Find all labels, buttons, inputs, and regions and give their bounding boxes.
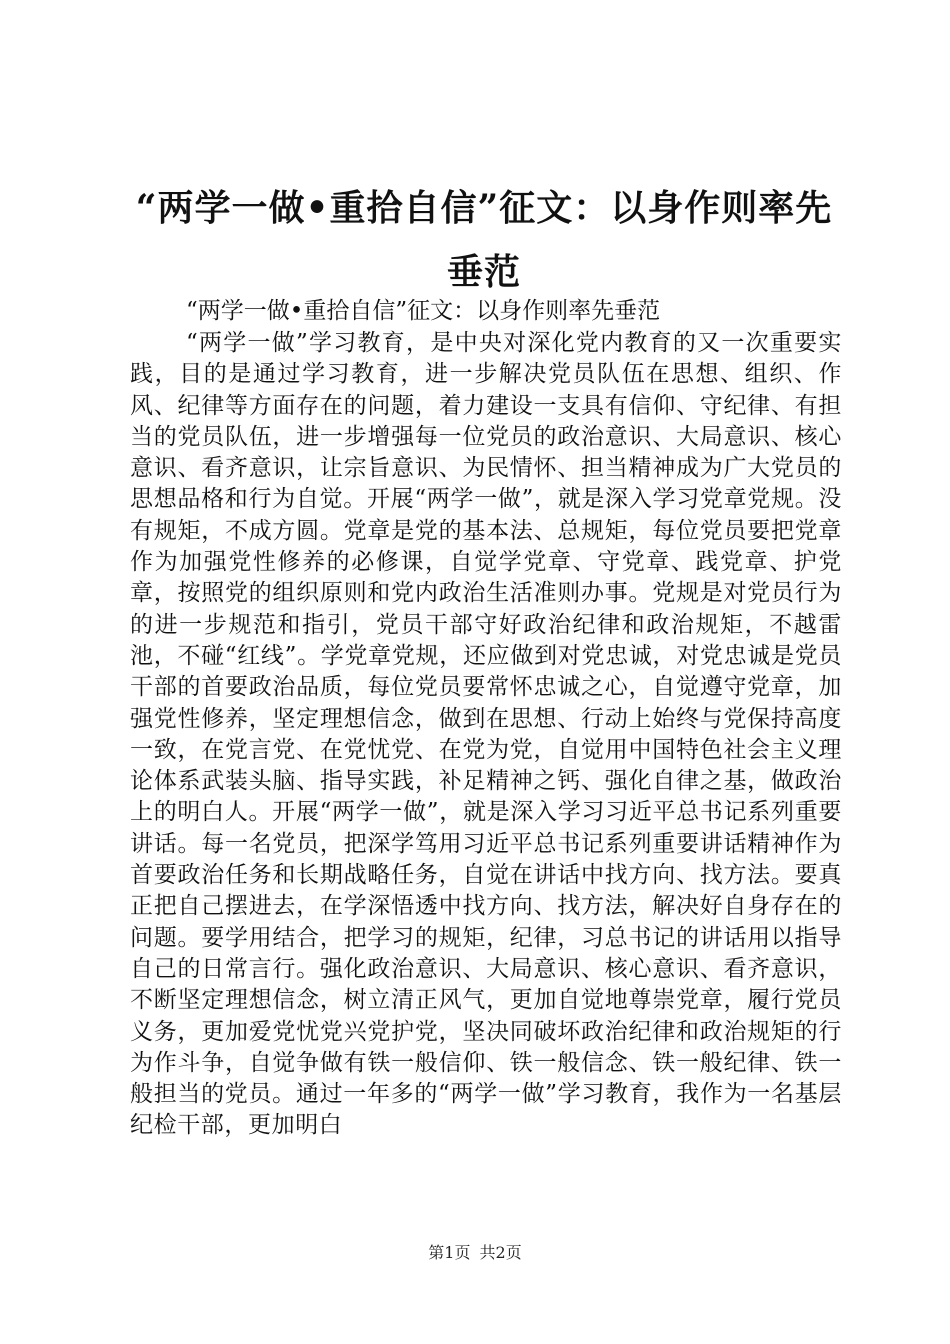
document-body: “两学一做”学习教育，是中央对深化党内教育的又一次重要实践，目的是通过学习教育，进一步解决党员队伍在思想、组织、作风、纪律等方面存在的问题，着力建设一支具有信仰、守纪律、有担当的党员队伍，进一步增强每一位党员的政治意识、大局意识、核心意识、看齐意识，让宗旨意识、为民情怀、担当精神成为广大党员的思想品格和行为自觉。开展“两学一做”，就是深入学习党章党规。没有规矩，不成方圆。党章是党的基本法、总规矩，每位党员要把党章作为加强党性修养的必修课，自觉学党章、守党章、践党章、护党章，按照党的组织原则和党内政治生活准则办事。党规是对党员行为的进一步规范和指引，党员干部守好政治纪律和政治规矩，不越雷池，不碰“红线”。学党章党规，还应做到对党忠诚，对党忠诚是党员干部的首要政治品质，每位党员要常怀忠诚之心，自觉遵守党章，加强党性修养，坚定理想信念，做到在思想、行动上始终与党保持高度一致，在党言党、在党忧党、在党为党，自觉用中国特色社会主义理论体系武装头脑、指导实践，补足精神之钙、强化自律之基，做政治上的明白人。开展“两学一做”，就是深入学习习近平总书记系列重要讲话。每一名党员，把深学笃用习近平总书记系列重要讲话精神作为首要政治任务和长期战略任务，自觉在讲话中找方向、找方法。要真正把自己摆进去，在学深悟透中找方向、找方法，解决好自身存在的问题。要学用结合，把学习的规矩，纪律，习总书记的讲话用以指导自己的日常言行。强化政治意识、大局意识、核心意识、看齐意识，不断坚定理想信念，树立清正风气，更加自觉地尊崇党章，履行党员义务，更加爱党忧党兴党护党，坚决同破坏政治纪律和政治规矩的行为作斗争，自觉争做有铁一般信仰、铁一般信念、铁一般纪律、铁一般担当的党员。通过一年多的“两学一做”学习教育，我作为一名基层纪检干部，更加明白	[130, 330, 842, 1139]
page-footer	[0, 1243, 950, 1263]
page-total: 共2页	[479, 1243, 522, 1262]
page-number: 第1页	[428, 1243, 471, 1262]
document-subtitle: “两学一做•重拾自信”征文：以身作则率先垂范	[186, 298, 661, 324]
document-title: “两学一做•重拾自信”征文：以身作则率先垂范	[135, 187, 833, 293]
